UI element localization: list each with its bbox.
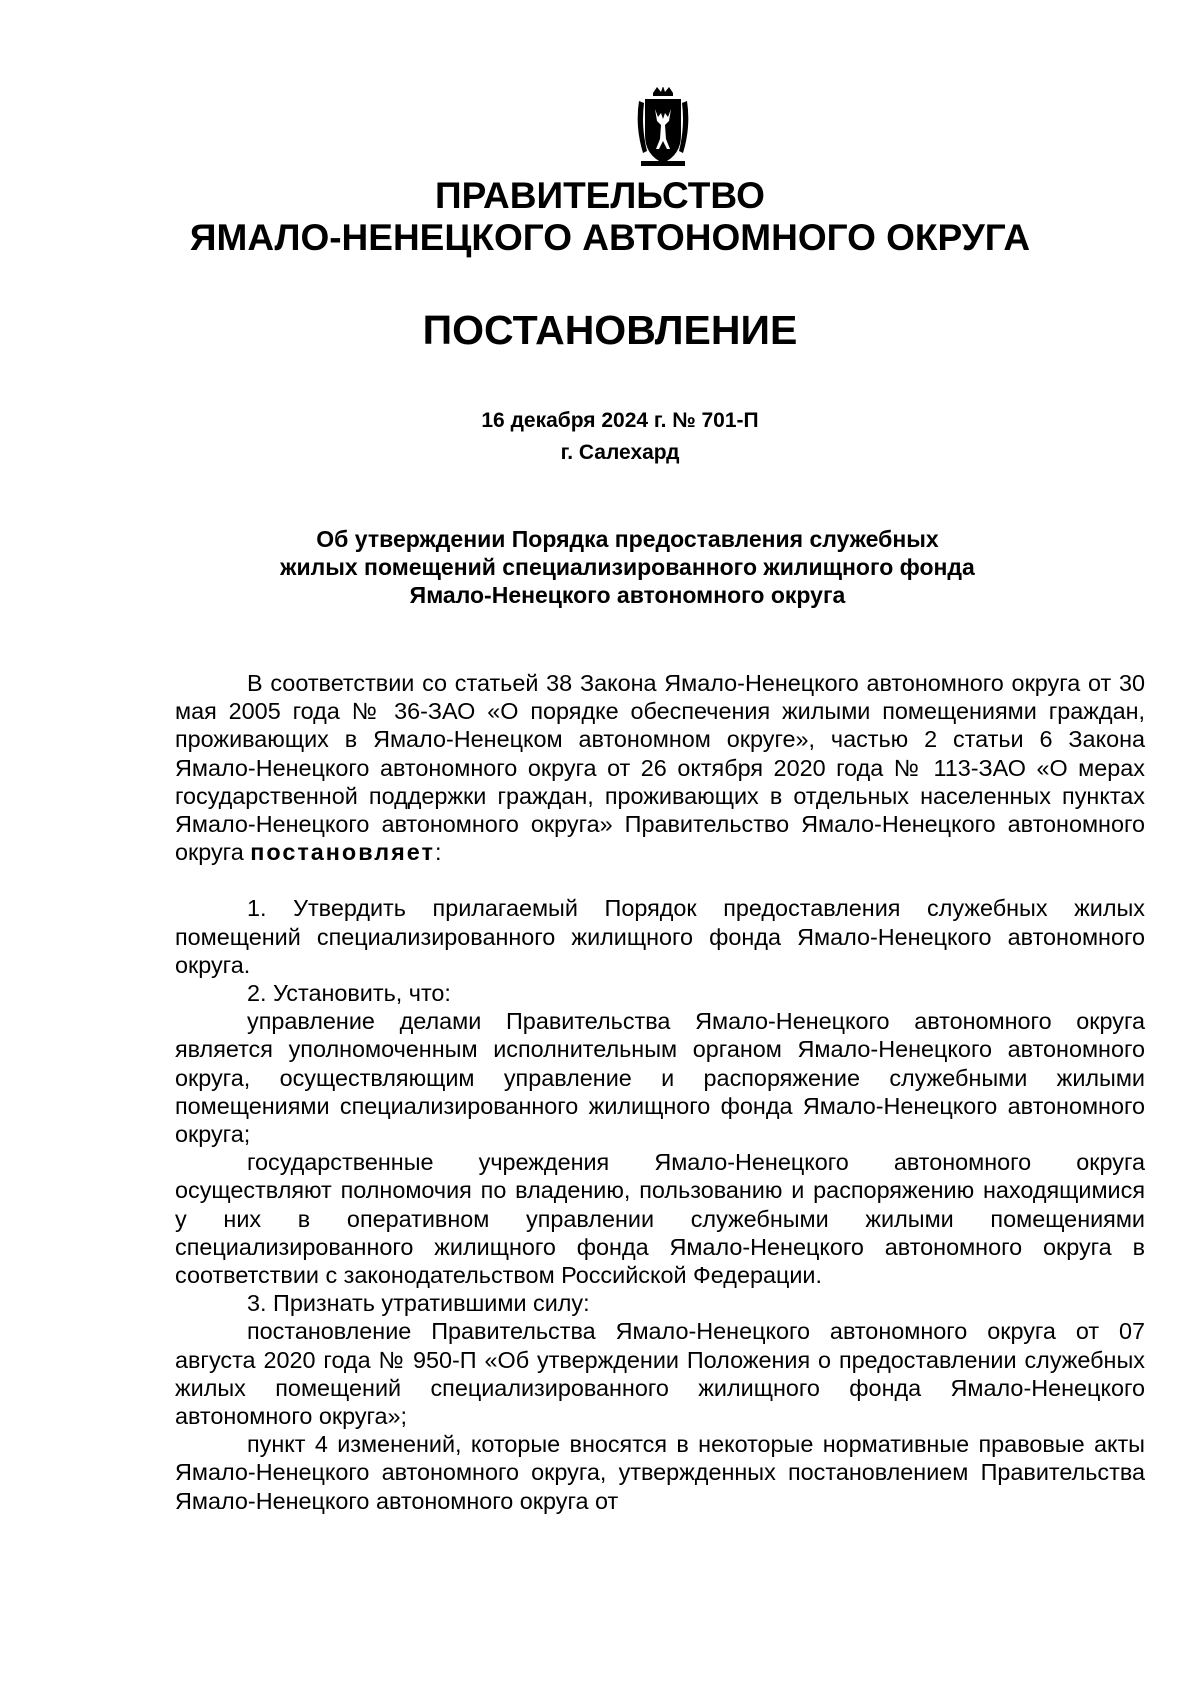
document-title	[175, 525, 1080, 609]
coat-of-arms-icon	[633, 87, 693, 169]
item-3a-paragraph: постановление Правительства Ямало-Ненецкого автономного округа от 07 августа 2020 года № 950-П «Об утверждении Положения о предоставлении служебных жилых помещений специализированного жилищного фонда Ямало-Ненецкого автономного округа»;	[175, 1318, 1145, 1430]
preamble-paragraph	[175, 669, 1145, 866]
item-3b-paragraph: пункт 4 изменений, которые вносятся в некоторые нормативные правовые акты Ямало-Ненецкого автономного округа, утвержденных постановлением Правительства Ямало-Ненецкого автономного округа от	[175, 1431, 1145, 1514]
title-line: Ямало-Ненецкого автономного округа	[409, 582, 846, 608]
item-2b-paragraph: государственные учреждения Ямало-Ненецкого автономного округа осуществляют полномочия по владению, пользованию и распоряжению находящимися у них в оперативном управлении служебными жилыми помещениями специализированного жилищного фонда Ямало-Ненецкого автономного округа в соответствии с законодательством Российской Федерации.	[175, 1149, 1145, 1289]
city: г. Салехард	[560, 441, 680, 464]
document-body	[175, 669, 1145, 1515]
title-line: жилых помещений специализированного жилищного фонда	[280, 554, 975, 580]
preamble-end: :	[434, 839, 442, 866]
resolution-keyword: постановляет	[250, 839, 435, 866]
item-1-paragraph: 1. Утвердить прилагаемый Порядок предоставления служебных жилых помещений специализированного жилищного фонда Ямало-Ненецкого автономного округа.	[175, 895, 1145, 978]
preamble-text: В соответствии со статьей 38 Закона Ямало-Ненецкого автономного округа от 30 мая 2005 года № 36-ЗАО «О порядке обеспечения жилыми помещениями граждан, проживающих в Ямало-Ненецком автономном округе», частью 2 статьи 6 Закона Ямало-Ненецкого автономного округа от 26 октября 2020 года № 113-ЗАО «О мерах государственной поддержки граждан, проживающих в отдельных населенных пунктах Ямало-Ненецкого автономного округа» Правительство Ямало-Ненецкого автономного округа	[175, 670, 1145, 866]
organization-name-line1: ПРАВИТЕЛЬСТВО	[435, 175, 765, 216]
organization-name-line2: ЯМАЛО-НЕНЕЦКОГО АВТОНОМНОГО ОКРУГА	[189, 217, 1031, 258]
title-line: Об утверждении Порядка предоставления служебных	[316, 526, 939, 552]
date-and-number: 16 декабря 2024 г. № 701-П	[481, 409, 759, 432]
item-2-paragraph: 2. Установить, что:	[247, 980, 451, 1007]
item-2a-paragraph: управление делами Правительства Ямало-Ненецкого автономного округа является уполномоченным исполнительным органом Ямало-Ненецкого автономного округа, осуществляющим управление и распоряжение служебными жилыми помещениями специализированного жилищного фонда Ямало-Ненецкого автономного округа;	[175, 1008, 1145, 1148]
document-type: ПОСТАНОВЛЕНИЕ	[422, 307, 798, 353]
item-3-paragraph: 3. Признать утратившими силу:	[247, 1290, 590, 1317]
